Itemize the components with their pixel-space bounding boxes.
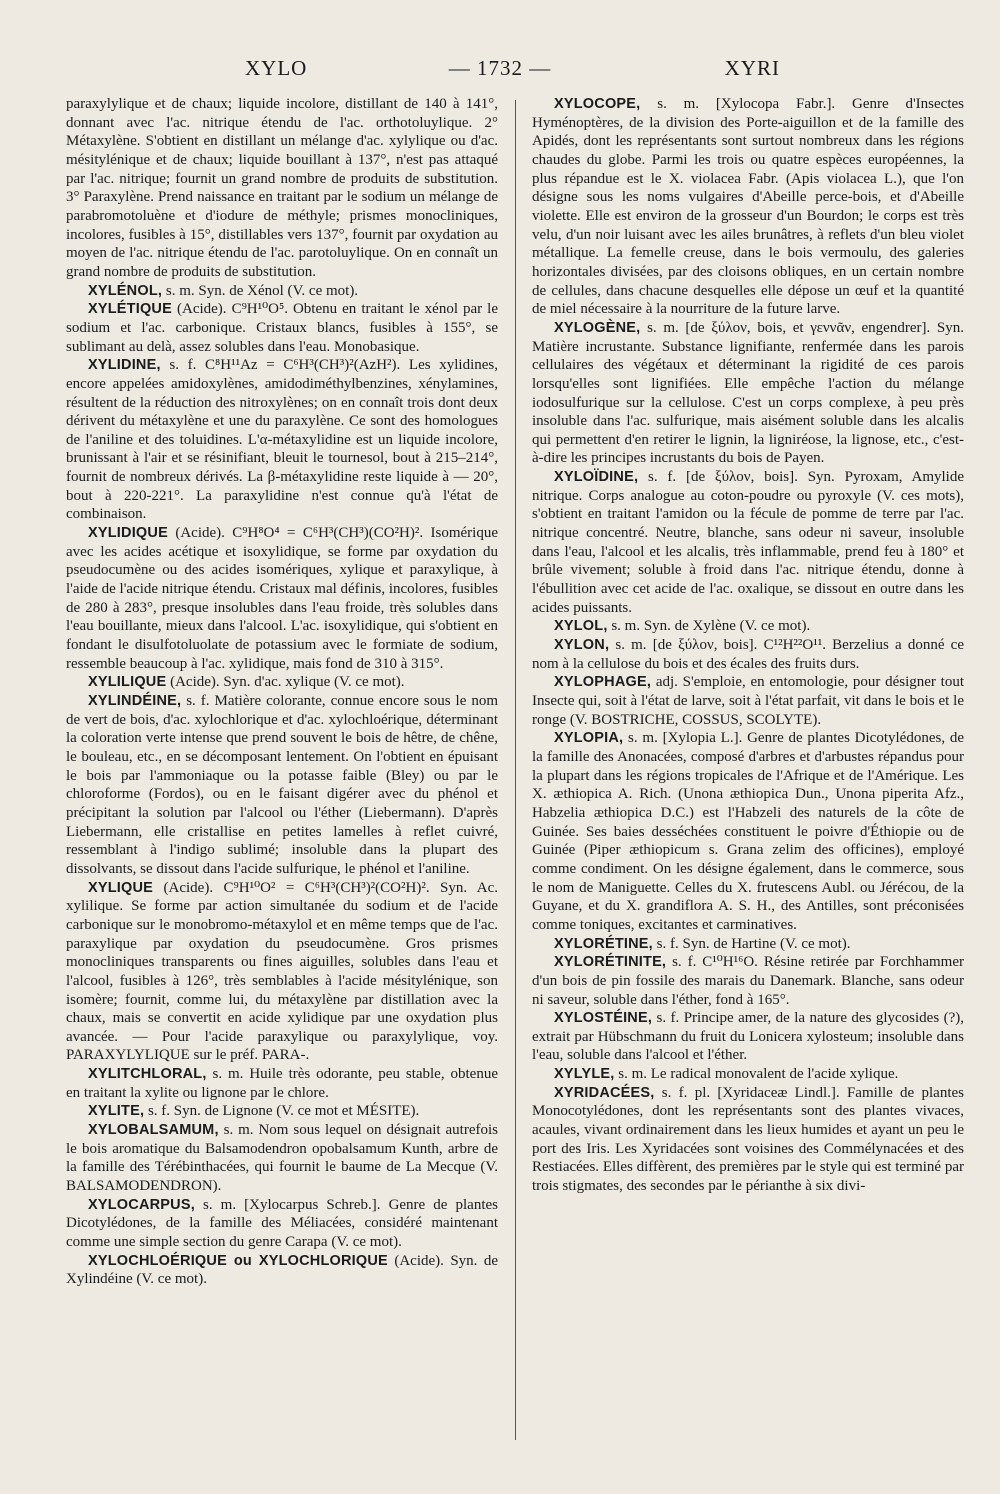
- entry-text: s. m. [de ξύλον, bois]. C¹²H²²O¹¹. Berzelius a donné ce nom à la cellulose du bois et des écales des fruits durs.: [532, 637, 964, 672]
- entry-text: (Acide). C⁹H⁸O⁴ = C⁶H³(CH³)(CO²H)². Isomérique avec les acides acétique et isoxylidique, se forme par oxydation du pseudocumène ou des acides isomériques, xylique et paraxylique, à l'aide de l'acide nitrique étendu. Cristaux mal définis, incolores, fusibles de 280 à 283°, presque insolubles dans l'eau froide, très solubles dans l'eau bouillante, mieux dans l'alcool. L'ac. isoxylidique, qui s'obtient en fondant le disulfotoluolate de potassium avec le formiate de sodium, ressemble beaucoup à l'ac. xylidique, mais fond de 310 à 315°.: [66, 525, 498, 672]
- entry-headword: XYLORÉTINITE,: [554, 954, 667, 971]
- dictionary-entry: [66, 1065, 498, 1102]
- entry-headword: XYLÉNOL,: [88, 282, 163, 299]
- entry-headword: XYLIDIQUE: [88, 525, 168, 542]
- dictionary-entry: [532, 319, 964, 468]
- entry-text: s. m. [de ξύλον, bois, et γεννᾶν, engendrer]. Syn. Matière incrustante. Substance lignifiante, renfermée dans les parois cellulaires des végétaux et déterminant la rigidité de ces parois lorsqu'elles sont lignifiées. Elle empêche l'action du mélange iodosulfurique sur la cellulose. C'est un corps complexe, à peu près insoluble dans l'ac. sulfurique, mais aisément soluble dans les alcalis qui permettent d'en retirer le lignin, la ligniréose, la lignose, etc., c'est-à-dire les principes incrustants du bois de Payen.: [532, 319, 964, 467]
- entry-headword: XYLOCHLOÉRIQUE ou XYLOCHLORIQUE: [88, 1252, 388, 1269]
- entry-text: s. m. [Xylocarpus Schreb.]. Genre de plantes Dicotylédones, de la famille des Méliacées, considéré maintenant comme une simple section du genre Carapa (V. ce mot).: [66, 1196, 498, 1251]
- entry-text: paraxylylique et de chaux; liquide incolore, distillant de 140 à 141°, donnant avec l'ac. nitrique étendu de l'ac. orthotoluylique. 2° Métaxylène. S'obtient en distillant un mélange d'ac. xylylique ou d'ac. mésitylénique et de chaux; liquide bouillant à 137°, n'est pas attaqué par l'ac. nitrique; fournit un grand nombre de produits de substitution. 3° Paraxylène. Prend naissance en traitant par le sodium un mélange de parabromotoluène et d'iodure de méthyle; prismes monocliniques, incolores, fusibles à 15°, distillables vers 137°, fournit par oxydation au moyen de l'ac. nitrique étendu de l'ac. parotoluylique. On en connaît un grand nombre de produits de substitution.: [66, 96, 498, 280]
- entry-headword: XYLOCOPE,: [554, 96, 641, 112]
- dictionary-entry: [532, 95, 964, 319]
- entry-headword: XYLILIQUE: [88, 674, 167, 691]
- dictionary-entry: [66, 879, 498, 1066]
- dictionary-entry: [66, 1102, 498, 1121]
- entry-text: (Acide). Syn. d'ac. xylique (V. ce mot).: [166, 674, 405, 691]
- entry-text: s. m. Syn. de Xylène (V. ce mot).: [607, 618, 811, 635]
- left-column: [66, 95, 498, 1289]
- dictionary-entry: [532, 636, 964, 673]
- dictionary-entry: [532, 468, 964, 617]
- dictionary-entry: [66, 1121, 498, 1196]
- guide-word-right: XYRI: [724, 56, 780, 80]
- entry-headword: XYLOPHAGE,: [554, 674, 652, 691]
- entry-text: s. m. Le radical monovalent de l'acide xylique.: [614, 1066, 899, 1083]
- dictionary-entry: [532, 617, 964, 636]
- entry-headword: XYLOL,: [554, 618, 608, 635]
- page-number: — 1732 —: [448, 56, 552, 80]
- entry-text: s. f. C¹⁰H¹⁶O. Résine retirée par Forchhammer d'un bois de pin fossile des marais du Danemark. Blanche, sans odeur ni saveur, soluble dans l'éther, fond à 165°.: [532, 954, 964, 1008]
- dictionary-entry: [66, 300, 498, 356]
- entry-headword: XYLOBALSAMUM,: [88, 1122, 219, 1139]
- entry-headword: XYLOÏDINE,: [554, 469, 639, 486]
- entry-text: s. f. Syn. de Lignone (V. ce mot et MÉSITE).: [144, 1103, 420, 1120]
- dictionary-entry: [66, 1196, 498, 1252]
- entry-text: s. f. Matière colorante, connue encore sous le nom de vert de bois, d'ac. xylochlorique et d'ac. xylochloérique, déterminant la coloration verte intense que prend souvent le bois de hêtre, de chêne, le bouleau, etc., en se décomposant lentement. On l'obtient en épuisant le bois par l'ammoniaque ou la potasse faible (Bley) ou par le chloroforme (Fordos), ou en le faisant digérer avec du phénol et précipitant la solution par l'alcool ou l'éther (Liebermann). D'après Liebermann, elle cristallise en petites lamelles à reflet cuivré, ressemblant à l'indigo sublimé; insoluble dans la plupart des dissolvants, se dissout dans l'acide sulfurique, le phénol et l'aniline.: [66, 693, 498, 877]
- entry-text: s. m. Syn. de Xénol (V. ce mot).: [162, 282, 359, 299]
- dictionary-entry: [532, 673, 964, 729]
- column-divider: [515, 100, 516, 1440]
- dictionary-entry: [532, 1009, 964, 1065]
- entry-headword: XYLON,: [554, 637, 610, 654]
- entry-text: adj. S'emploie, en entomologie, pour désigner tout Insecte qui, soit à l'état de larve, soit à l'état parfait, vit dans le bois et le ronge (V. BOSTRICHE, COSSUS, SCOLYTE).: [532, 674, 964, 728]
- entry-text: s. m. Nom sous lequel on désignait autrefois le bois aromatique du Balsamodendron opobalsamum Kunth, arbre de la famille des Térébinthacées, qui fournit le baume de La Mecque (V. BALSAMODENDRON).: [66, 1122, 498, 1195]
- entry-text: s. m. [Xylopia L.]. Genre de plantes Dicotylédones, de la famille des Anonacées, composé d'arbres et d'arbustes répandus pour la plupart dans les régions tropicales de l'Afrique et de l'Amérique. Les X. æthiopica A. Rich. (Unona æthiopica Dun., Unona piperita Afz., Habzelia æthiopica D.C.) est l'Habzeli des naturels de la côte de Guinée. Ses baies desséchées constituent le poivre d'Éthiopie ou de Guinée (Piper æthiopicum s. Grana zelim des officines), employé comme condiment. On les désigne également, dans le commerce, sous le nom de Maniguette. Celles du X. frutescens Aubl. ou Jérécou, de la Guyane, et du X. grandiflora A. S. H., des Antilles, sont préconisées comme toniques, excitantes et carminatives.: [532, 730, 964, 933]
- entry-headword: XYLORÉTINE,: [554, 935, 653, 952]
- running-header: [60, 56, 940, 92]
- entry-text: (Acide). Syn. de Xylindéine (V. ce mot).: [66, 1252, 498, 1288]
- dictionary-entry: [532, 953, 964, 1009]
- dictionary-entry: [66, 1252, 498, 1289]
- dictionary-entry: [66, 692, 498, 879]
- entry-headword: XYLITE,: [88, 1103, 145, 1120]
- entry-text: s. f. pl. [Xyridaceæ Lindl.]. Famille de plantes Monocotylédones, dont les représentants sont des plantes vivaces, acaules, vivant ordinairement dans les lieux humides et ayant un peu le port des Iris. Les Xyridacées sont voisines des Commélynacées et des Restiacées. Elles diffèrent, des premières par le style qui est terminé par trois stigmates, des secondes par le périanthe à six divi-: [532, 1084, 964, 1195]
- entry-headword: XYLOGÈNE,: [554, 319, 641, 336]
- dictionary-entry: [532, 1065, 964, 1084]
- entry-text: (Acide). C⁹H¹⁰O² = C⁶H³(CH³)²(CO²H)². Syn. Ac. xylilique. Se forme par action simultanée du sodium et de l'acide carbonique sur le monobromo-métaxylol et en même temps que de l'ac. paraxylique par oxydation du pseudocumène. Gros prismes monocliniques transparents ou fines aiguilles, solubles dans l'eau et l'alcool, fusibles à 126°, très semblables à l'acide mésitylénique, son isomère; fournit, comme lui, du métaxylène par distillation avec la chaux, mais se convertit en acide xylidique par une oxydation plus avancée. — Pour l'acide paraxylique ou paraxylylique, voy. PARAXYLYLIQUE sur le préf. PARA-.: [66, 879, 498, 1064]
- dictionary-entry: [66, 95, 498, 282]
- entry-text: s. f. Principe amer, de la nature des glycosides (?), extrait par Hübschmann du fruit du Lonicera xylosteum; insoluble dans l'eau, soluble dans l'alcool et l'éther.: [532, 1010, 964, 1064]
- dictionary-entry: [532, 1084, 964, 1196]
- entry-text: s. m. [Xylocopa Fabr.]. Genre d'Insectes Hyménoptères, de la division des Porte-aiguillon et de la famille des Apidés, dont les représentants sont surtout nombreux dans les régions chaudes du globe. Parmi les trois ou quatre espèces européennes, la plus répandue est le X. violacea Fabr. (Apis violacea L.), que l'on désigne sous les noms vulgaires d'Abeille perce-bois, et d'Abeille violette. Elle est environ de la grosseur d'un Bourdon; le corps est très velu, d'un noir luisant avec les ailes brunâtres, à reflets d'un bleu violet métallique. La femelle creuse, dans le bois vermoulu, des galeries horizontales divisées, par des cloisons obliques, en un certain nombre de cellules, dans chacune desquelles elle dépose un œuf et la quantité de miel nécessaire à la nourriture de la future larve.: [532, 96, 964, 318]
- entry-headword: XYLIDINE,: [88, 357, 161, 374]
- right-column: [532, 95, 964, 1196]
- entry-headword: XYLYLE,: [554, 1066, 615, 1083]
- dictionary-entry: [66, 673, 498, 692]
- dictionary-entry: [66, 282, 498, 301]
- entry-text: s. f. C⁸H¹¹Az = C⁶H³(CH³)²(AzH²). Les xylidines, encore appelées amidoxylènes, amidodiméthylbenzines, xénylamines, résultent de la réduction des nitroxylènes; on en connaît trois dont deux dérivent du métaxylène et une du paraxylène. Ce sont des homologues de l'aniline et des toluidines. L'α-métaxylidine est un liquide incolore, brunissant à l'air et se résinifiant, bleuit le tournesol, bout à 215–214°, fournit de nombreux dérivés. La β-métaxylidine reste liquide à — 20°, bout à 220-221°. La paraxylidine n'est connue qu'à l'état de combinaison.: [66, 357, 498, 523]
- entry-headword: XYLOCARPUS,: [88, 1196, 195, 1213]
- entry-headword: XYLOPIA,: [554, 730, 624, 747]
- dictionary-entry: [532, 935, 964, 954]
- entry-text: (Acide). C⁹H¹⁰O⁵. Obtenu en traitant le xénol par le sodium et l'ac. carbonique. Cristaux blancs, fusibles à 155°, se sublimant au delà, assez solubles dans l'eau. Monobasique.: [66, 301, 498, 355]
- entry-headword: XYLÉTIQUE: [88, 301, 172, 318]
- entry-text: s. f. Syn. de Hartine (V. ce mot).: [652, 935, 851, 952]
- guide-word-left: XYLO: [245, 56, 308, 80]
- entry-headword: XYRIDACÉES,: [554, 1084, 655, 1101]
- dictionary-entry: [66, 356, 498, 524]
- entry-headword: XYLIQUE: [88, 879, 154, 896]
- entry-headword: XYLINDÉINE,: [88, 693, 182, 709]
- entry-text: s. m. Huile très odorante, peu stable, obtenue en traitant la xylite ou lignone par le chlore.: [66, 1066, 498, 1101]
- dictionary-entry: [532, 729, 964, 934]
- entry-text: s. f. [de ξύλον, bois]. Syn. Pyroxam, Amylide nitrique. Corps analogue au coton-poudre ou pyroxyle (V. ces mots), s'obtient en traitant l'amidon ou la fécule de pomme de terre par l'ac. nitrique concentré. Neutre, blanche, sans odeur ni saveur, insoluble dans l'eau, l'alcool et les alcalis, très inflammable, prend feu à 180° et brûle vivement; soluble à froid dans l'ac. nitrique étendu, donne à l'ébullition avec cet acide de l'ac. oxalique, se dissout en outre dans les acides puissants.: [532, 469, 964, 616]
- dictionary-entry: [66, 524, 498, 673]
- entry-headword: XYLOSTÉINE,: [554, 1010, 653, 1027]
- entry-headword: XYLITCHLORAL,: [88, 1066, 207, 1083]
